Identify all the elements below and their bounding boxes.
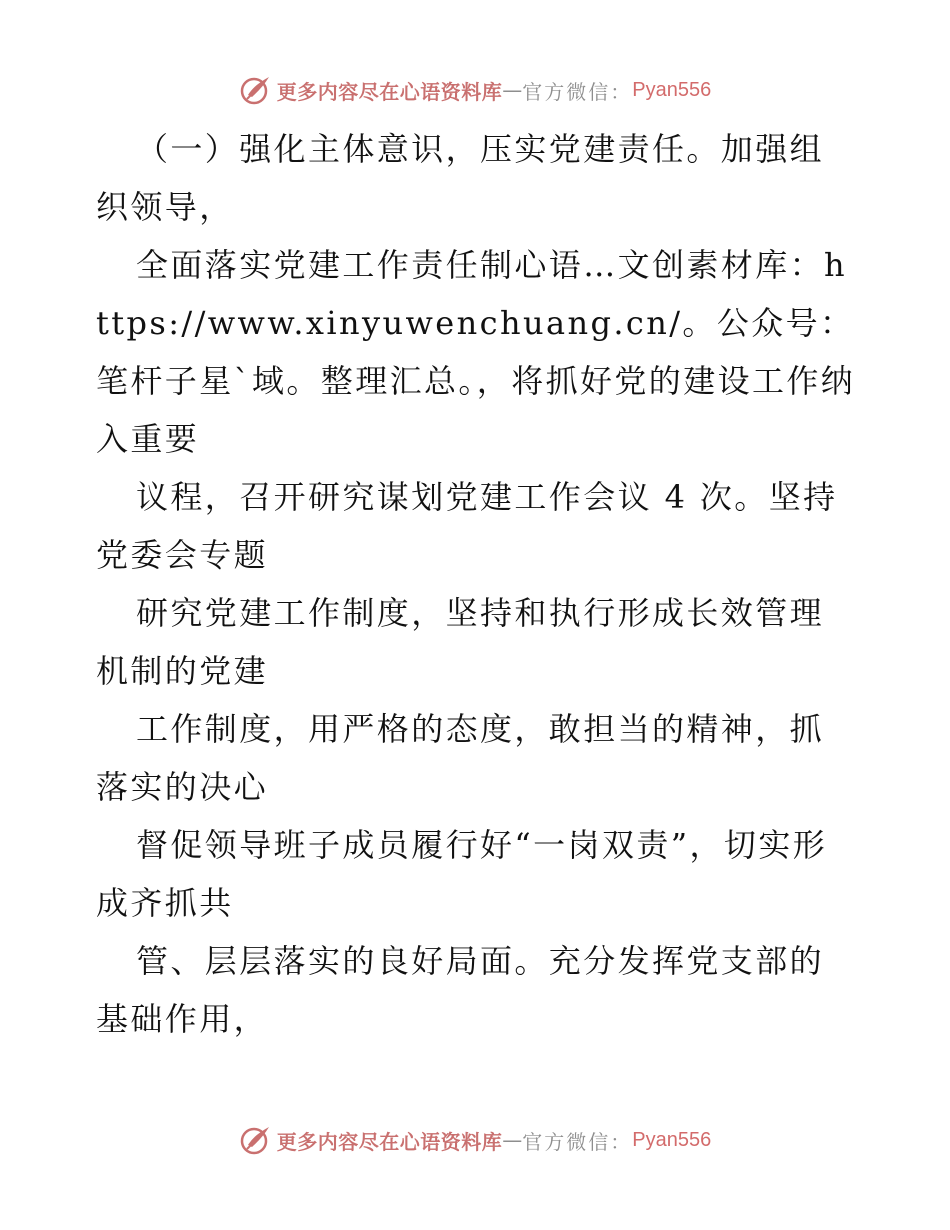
watermark-label: 官方微信： xyxy=(522,1129,633,1154)
paragraph xyxy=(96,120,856,236)
paragraph-text: 议程，召开研究谋划党建工作会议 4 次。坚持党委会专题 xyxy=(96,478,838,574)
paragraph xyxy=(96,584,856,700)
watermark-wechat-id: Pyan556 xyxy=(632,1128,712,1151)
watermark-label: 官方微信： xyxy=(522,79,633,104)
footer-watermark xyxy=(0,1120,950,1160)
paragraph xyxy=(96,468,856,584)
paragraph xyxy=(96,700,856,816)
paragraph-text: （一）强化主体意识，压实党建责任。加强组织领导， xyxy=(96,130,825,226)
header-watermark xyxy=(0,70,950,110)
quill-pen-logo-icon xyxy=(239,73,273,107)
paragraph-text: 工作制度，用严格的态度，敢担当的精神，抓落实的决心 xyxy=(96,710,825,806)
paragraph xyxy=(96,932,856,1048)
watermark-separator: — xyxy=(502,78,523,102)
paragraph-text: 管、层层落实的良好局面。充分发挥党支部的基础作用， xyxy=(96,942,825,1038)
watermark-wechat-id: Pyan556 xyxy=(632,78,712,101)
watermark-brand: 更多内容尽在心语资料库 xyxy=(276,79,503,104)
paragraph-text: 研究党建工作制度，坚持和执行形成长效管理机制的党建 xyxy=(96,594,825,690)
paragraph-text: 全面落实党建工作责任制心语…文创素材库：https://www.xinyuwenchuang.cn/。公众号：笔杆子星`域。整理汇总。，将抓好党的建设工作纳入重要 xyxy=(96,246,856,458)
paragraph xyxy=(96,816,856,932)
paragraph xyxy=(96,236,856,468)
watermark-brand: 更多内容尽在心语资料库 xyxy=(276,1129,503,1154)
document-body xyxy=(96,120,856,1048)
watermark-separator: — xyxy=(502,1128,523,1152)
quill-pen-logo-icon xyxy=(239,1123,273,1157)
paragraph-text: 督促领导班子成员履行好“一岗双责”，切实形成齐抓共 xyxy=(96,826,828,922)
